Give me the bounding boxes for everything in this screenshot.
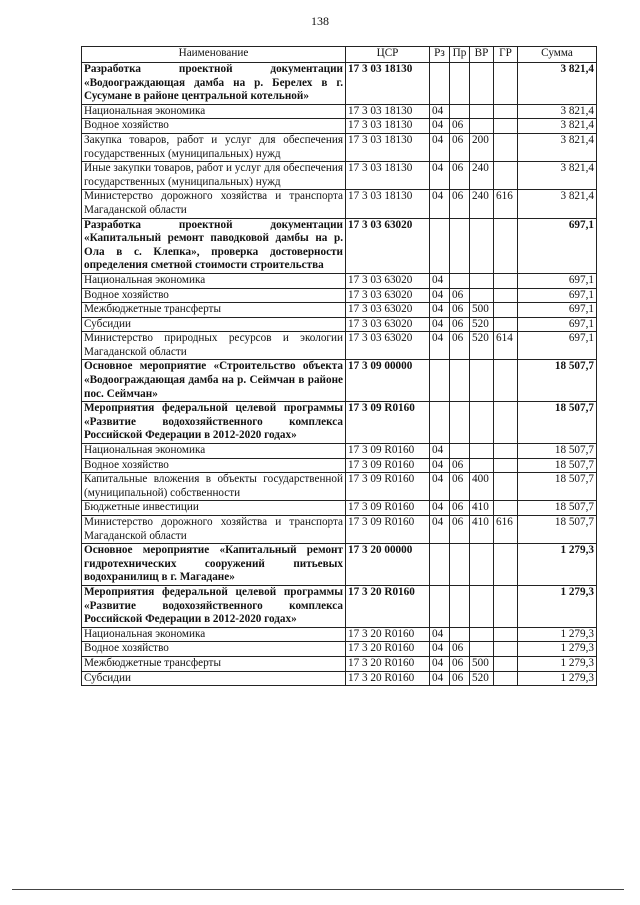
cell-rz xyxy=(430,63,450,105)
cell-csr: 17 3 09 R0160 xyxy=(346,444,430,459)
cell-sum: 3 821,4 xyxy=(518,119,597,134)
header-csr: ЦСР xyxy=(346,47,430,63)
cell-csr: 17 3 03 63020 xyxy=(346,218,430,273)
cell-gr xyxy=(494,104,518,119)
cell-vr: 200 xyxy=(470,133,494,161)
cell-name: Разработка проектной документации «Водоограждающая дамба на р. Берелех в г. Сусумане в районе центральной котельной» xyxy=(82,63,346,105)
cell-name: Капитальные вложения в объекты государственной (муниципальной) собственности xyxy=(82,473,346,501)
cell-name: Бюджетные инвестиции xyxy=(82,501,346,516)
cell-vr xyxy=(470,544,494,586)
header-name: Наименование xyxy=(82,47,346,63)
budget-table xyxy=(81,46,597,686)
cell-csr: 17 3 20 R0160 xyxy=(346,656,430,671)
cell-sum: 1 279,3 xyxy=(518,671,597,686)
cell-vr xyxy=(470,288,494,303)
cell-gr xyxy=(494,317,518,332)
cell-vr: 410 xyxy=(470,501,494,516)
cell-sum: 18 507,7 xyxy=(518,516,597,544)
cell-pr: 06 xyxy=(450,119,470,134)
cell-name: Мероприятия федеральной целевой программы «Развитие водохозяйственного комплекса Российской Федерации в 2012-2020 годах» xyxy=(82,585,346,627)
cell-vr: 410 xyxy=(470,516,494,544)
cell-sum: 18 507,7 xyxy=(518,360,597,402)
cell-rz: 04 xyxy=(430,501,450,516)
cell-vr xyxy=(470,402,494,444)
cell-gr xyxy=(494,360,518,402)
cell-csr: 17 3 09 R0160 xyxy=(346,402,430,444)
cell-pr xyxy=(450,104,470,119)
cell-gr xyxy=(494,133,518,161)
cell-sum: 1 279,3 xyxy=(518,627,597,642)
cell-rz: 04 xyxy=(430,642,450,657)
table-row xyxy=(82,104,597,119)
header-vr: ВР xyxy=(470,47,494,63)
table-row xyxy=(82,444,597,459)
cell-name: Министерство дорожного хозяйства и транспорта Магаданской области xyxy=(82,516,346,544)
table-row xyxy=(82,360,597,402)
cell-rz xyxy=(430,402,450,444)
table-row xyxy=(82,332,597,360)
cell-gr xyxy=(494,501,518,516)
cell-rz: 04 xyxy=(430,317,450,332)
cell-gr xyxy=(494,627,518,642)
cell-csr: 17 3 03 18130 xyxy=(346,119,430,134)
cell-name: Закупка товаров, работ и услуг для обеспечения государственных (муниципальных) нужд xyxy=(82,133,346,161)
cell-vr: 240 xyxy=(470,162,494,190)
cell-sum: 18 507,7 xyxy=(518,402,597,444)
table-row xyxy=(82,218,597,273)
table-header-row xyxy=(82,47,597,63)
cell-csr: 17 3 09 R0160 xyxy=(346,516,430,544)
cell-gr xyxy=(494,585,518,627)
cell-rz: 04 xyxy=(430,190,450,218)
table-row xyxy=(82,133,597,161)
cell-csr: 17 3 03 18130 xyxy=(346,104,430,119)
cell-rz xyxy=(430,544,450,586)
table-row xyxy=(82,642,597,657)
cell-csr: 17 3 03 63020 xyxy=(346,303,430,318)
cell-rz: 04 xyxy=(430,444,450,459)
cell-csr: 17 3 03 63020 xyxy=(346,332,430,360)
cell-vr: 520 xyxy=(470,317,494,332)
cell-sum: 697,1 xyxy=(518,273,597,288)
cell-gr xyxy=(494,218,518,273)
table-row xyxy=(82,473,597,501)
cell-pr: 06 xyxy=(450,501,470,516)
cell-rz: 04 xyxy=(430,303,450,318)
cell-csr: 17 3 20 R0160 xyxy=(346,671,430,686)
cell-gr: 614 xyxy=(494,332,518,360)
cell-gr xyxy=(494,402,518,444)
cell-rz xyxy=(430,585,450,627)
cell-rz: 04 xyxy=(430,332,450,360)
cell-sum: 3 821,4 xyxy=(518,104,597,119)
table-row xyxy=(82,63,597,105)
table-row xyxy=(82,119,597,134)
cell-rz xyxy=(430,218,450,273)
cell-rz: 04 xyxy=(430,473,450,501)
table-row xyxy=(82,317,597,332)
cell-pr: 06 xyxy=(450,190,470,218)
cell-name: Национальная экономика xyxy=(82,627,346,642)
cell-sum: 697,1 xyxy=(518,218,597,273)
cell-rz: 04 xyxy=(430,133,450,161)
cell-gr xyxy=(494,544,518,586)
cell-gr xyxy=(494,444,518,459)
cell-name: Водное хозяйство xyxy=(82,458,346,473)
cell-gr xyxy=(494,288,518,303)
cell-pr xyxy=(450,360,470,402)
cell-sum: 3 821,4 xyxy=(518,162,597,190)
cell-sum: 697,1 xyxy=(518,317,597,332)
cell-rz: 04 xyxy=(430,119,450,134)
cell-gr xyxy=(494,656,518,671)
table-row xyxy=(82,458,597,473)
cell-name: Основное мероприятие «Строительство объекта «Водоограждающая дамба на р. Сеймчан в районе пос. Сеймчан» xyxy=(82,360,346,402)
table-row xyxy=(82,656,597,671)
cell-vr xyxy=(470,642,494,657)
cell-sum: 697,1 xyxy=(518,303,597,318)
cell-rz: 04 xyxy=(430,671,450,686)
cell-vr xyxy=(470,273,494,288)
cell-csr: 17 3 20 R0160 xyxy=(346,642,430,657)
cell-csr: 17 3 03 63020 xyxy=(346,273,430,288)
cell-sum: 18 507,7 xyxy=(518,501,597,516)
cell-sum: 18 507,7 xyxy=(518,444,597,459)
cell-name: Мероприятия федеральной целевой программы «Развитие водохозяйственного комплекса Российской Федерации в 2012-2020 годах» xyxy=(82,402,346,444)
cell-csr: 17 3 20 R0160 xyxy=(346,585,430,627)
cell-pr: 06 xyxy=(450,458,470,473)
cell-name: Межбюджетные трансферты xyxy=(82,303,346,318)
table-row xyxy=(82,516,597,544)
cell-gr: 616 xyxy=(494,190,518,218)
cell-vr xyxy=(470,104,494,119)
cell-pr: 06 xyxy=(450,656,470,671)
cell-name: Национальная экономика xyxy=(82,444,346,459)
cell-vr xyxy=(470,585,494,627)
header-pr: Пр xyxy=(450,47,470,63)
table-body xyxy=(82,63,597,686)
cell-sum: 1 279,3 xyxy=(518,656,597,671)
cell-rz: 04 xyxy=(430,516,450,544)
cell-pr: 06 xyxy=(450,162,470,190)
cell-vr xyxy=(470,119,494,134)
cell-vr xyxy=(470,458,494,473)
cell-sum: 697,1 xyxy=(518,288,597,303)
cell-gr xyxy=(494,458,518,473)
cell-pr: 06 xyxy=(450,317,470,332)
cell-rz: 04 xyxy=(430,458,450,473)
table-row xyxy=(82,671,597,686)
header-rz: Рз xyxy=(430,47,450,63)
cell-vr: 240 xyxy=(470,190,494,218)
cell-pr: 06 xyxy=(450,332,470,360)
cell-vr: 520 xyxy=(470,332,494,360)
footer-divider xyxy=(12,889,624,890)
cell-pr: 06 xyxy=(450,288,470,303)
cell-gr xyxy=(494,119,518,134)
cell-vr xyxy=(470,444,494,459)
cell-gr xyxy=(494,642,518,657)
cell-gr xyxy=(494,671,518,686)
cell-name: Министерство природных ресурсов и экологии Магаданской области xyxy=(82,332,346,360)
cell-rz: 04 xyxy=(430,273,450,288)
table-row xyxy=(82,585,597,627)
cell-csr: 17 3 09 R0160 xyxy=(346,458,430,473)
header-gr: ГР xyxy=(494,47,518,63)
cell-name: Межбюджетные трансферты xyxy=(82,656,346,671)
cell-pr: 06 xyxy=(450,303,470,318)
cell-name: Иные закупки товаров, работ и услуг для обеспечения государственных (муниципальных) нужд xyxy=(82,162,346,190)
header-sum: Сумма xyxy=(518,47,597,63)
cell-name: Субсидии xyxy=(82,317,346,332)
cell-name: Субсидии xyxy=(82,671,346,686)
cell-sum: 1 279,3 xyxy=(518,544,597,586)
table-row xyxy=(82,190,597,218)
cell-name: Водное хозяйство xyxy=(82,288,346,303)
cell-vr: 400 xyxy=(470,473,494,501)
cell-rz: 04 xyxy=(430,104,450,119)
table-row xyxy=(82,303,597,318)
cell-csr: 17 3 09 R0160 xyxy=(346,473,430,501)
table-row xyxy=(82,627,597,642)
cell-name: Водное хозяйство xyxy=(82,642,346,657)
cell-pr: 06 xyxy=(450,133,470,161)
cell-gr xyxy=(494,303,518,318)
table-row xyxy=(82,501,597,516)
cell-sum: 18 507,7 xyxy=(518,458,597,473)
cell-pr xyxy=(450,63,470,105)
cell-sum: 697,1 xyxy=(518,332,597,360)
cell-vr xyxy=(470,360,494,402)
cell-csr: 17 3 09 00000 xyxy=(346,360,430,402)
page-number: 138 xyxy=(311,14,329,28)
cell-pr xyxy=(450,627,470,642)
cell-csr: 17 3 03 18130 xyxy=(346,162,430,190)
cell-name: Основное мероприятие «Капитальный ремонт гидротехнических сооружений питьевых водохранилищ в г. Магадане» xyxy=(82,544,346,586)
cell-rz: 04 xyxy=(430,656,450,671)
cell-pr: 06 xyxy=(450,642,470,657)
cell-csr: 17 3 09 R0160 xyxy=(346,501,430,516)
table-row xyxy=(82,544,597,586)
cell-gr xyxy=(494,273,518,288)
cell-pr xyxy=(450,444,470,459)
cell-name: Национальная экономика xyxy=(82,273,346,288)
table-row xyxy=(82,273,597,288)
cell-vr xyxy=(470,627,494,642)
table-row xyxy=(82,162,597,190)
cell-csr: 17 3 20 R0160 xyxy=(346,627,430,642)
cell-name: Водное хозяйство xyxy=(82,119,346,134)
cell-gr xyxy=(494,63,518,105)
cell-vr: 520 xyxy=(470,671,494,686)
cell-rz: 04 xyxy=(430,288,450,303)
cell-pr xyxy=(450,585,470,627)
cell-vr: 500 xyxy=(470,656,494,671)
cell-vr: 500 xyxy=(470,303,494,318)
cell-gr xyxy=(494,473,518,501)
cell-pr xyxy=(450,218,470,273)
cell-sum: 3 821,4 xyxy=(518,133,597,161)
cell-vr xyxy=(470,218,494,273)
cell-pr xyxy=(450,544,470,586)
cell-rz: 04 xyxy=(430,627,450,642)
cell-sum: 1 279,3 xyxy=(518,642,597,657)
cell-name: Министерство дорожного хозяйства и транспорта Магаданской области xyxy=(82,190,346,218)
cell-pr: 06 xyxy=(450,516,470,544)
cell-sum: 1 279,3 xyxy=(518,585,597,627)
cell-gr: 616 xyxy=(494,516,518,544)
cell-rz xyxy=(430,360,450,402)
cell-pr xyxy=(450,402,470,444)
table-row xyxy=(82,288,597,303)
cell-csr: 17 3 03 63020 xyxy=(346,317,430,332)
cell-gr xyxy=(494,162,518,190)
cell-pr: 06 xyxy=(450,473,470,501)
table-row xyxy=(82,402,597,444)
cell-vr xyxy=(470,63,494,105)
cell-csr: 17 3 03 63020 xyxy=(346,288,430,303)
cell-sum: 18 507,7 xyxy=(518,473,597,501)
cell-csr: 17 3 20 00000 xyxy=(346,544,430,586)
cell-sum: 3 821,4 xyxy=(518,63,597,105)
cell-name: Разработка проектной документации «Капитальный ремонт паводковой дамбы на р. Ола в с. Клепка», проверка достоверности определения сметной стоимости строительства xyxy=(82,218,346,273)
cell-csr: 17 3 03 18130 xyxy=(346,190,430,218)
cell-pr: 06 xyxy=(450,671,470,686)
cell-csr: 17 3 03 18130 xyxy=(346,63,430,105)
cell-csr: 17 3 03 18130 xyxy=(346,133,430,161)
cell-name: Национальная экономика xyxy=(82,104,346,119)
cell-pr xyxy=(450,273,470,288)
cell-rz: 04 xyxy=(430,162,450,190)
cell-sum: 3 821,4 xyxy=(518,190,597,218)
